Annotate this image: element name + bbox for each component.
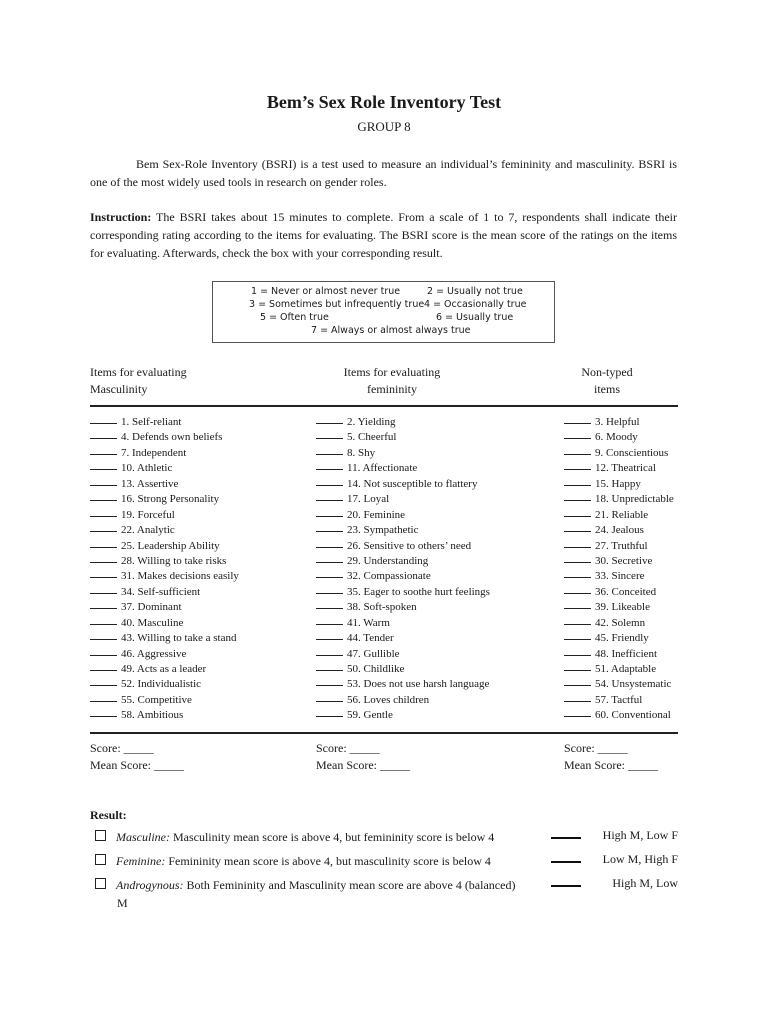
list-item xyxy=(90,444,239,459)
item-label: 11. Affectionate xyxy=(347,462,418,475)
rating-blank[interactable] xyxy=(90,521,117,532)
item-label: 38. Soft-spoken xyxy=(347,601,417,614)
item-label: 49. Acts as a leader xyxy=(121,663,207,675)
nontyped-items-list xyxy=(564,413,674,722)
list-item xyxy=(90,428,239,443)
item-label: 39. Likeable xyxy=(595,601,650,614)
rating-blank[interactable] xyxy=(564,521,591,532)
list-item xyxy=(316,490,490,505)
list-item xyxy=(564,521,674,536)
scale-1: 1 = Never or almost never true xyxy=(251,286,401,297)
scale-2: 2 = Usually not true xyxy=(427,286,523,297)
rating-blank[interactable] xyxy=(564,675,591,686)
rating-blank[interactable] xyxy=(316,459,343,470)
checkbox[interactable] xyxy=(95,830,106,841)
list-item xyxy=(316,645,490,660)
list-item xyxy=(316,506,490,521)
item-label: 13. Assertive xyxy=(121,477,179,490)
list-item xyxy=(564,629,674,644)
rating-blank[interactable] xyxy=(564,413,591,424)
page-title: Bem’s Sex Role Inventory Test xyxy=(266,92,502,112)
item-label: 33. Sincere xyxy=(595,570,645,583)
list-item xyxy=(564,567,674,582)
item-label: 46. Aggressive xyxy=(121,647,187,660)
rating-blank[interactable] xyxy=(564,645,591,656)
rating-blank[interactable] xyxy=(564,428,591,439)
rating-blank[interactable] xyxy=(316,691,343,702)
rating-blank[interactable] xyxy=(316,475,343,486)
masculinity-items-list xyxy=(90,413,239,722)
rating-blank[interactable] xyxy=(90,691,117,702)
checkbox[interactable] xyxy=(95,878,106,889)
rating-blank[interactable] xyxy=(90,567,117,578)
item-label: 1. Self-reliant xyxy=(121,416,182,428)
item-label: 30. Secretive xyxy=(595,554,653,567)
item-label: 19. Forceful xyxy=(121,508,175,521)
item-label: 55. Competitive xyxy=(121,693,192,706)
list-item xyxy=(316,475,490,490)
checkbox[interactable] xyxy=(95,854,106,865)
result-desc: Femininity mean score is above 4, but masculinity score is below 4 xyxy=(165,854,491,868)
item-label: 29. Understanding xyxy=(347,554,429,567)
list-item xyxy=(564,413,674,428)
rating-blank[interactable] xyxy=(316,706,343,717)
item-label: 44. Tender xyxy=(347,632,394,645)
rating-blank[interactable] xyxy=(90,506,117,517)
result-desc: Both Femininity and Masculinity mean score are above 4 (balanced) xyxy=(183,878,516,892)
rating-blank[interactable] xyxy=(316,552,343,563)
rating-blank[interactable] xyxy=(90,629,117,640)
rating-blank[interactable] xyxy=(90,428,117,439)
list-item xyxy=(316,537,490,552)
item-label: 3. Helpful xyxy=(595,416,640,428)
list-item xyxy=(316,552,490,567)
item-label: 25. Leadership Ability xyxy=(121,539,220,552)
intro-paragraph: Bem Sex-Role Inventory (BSRI) is a test used to measure an individual’s femininity and masculinity. BSRI is one of the most widely used tools in research on gender roles. xyxy=(90,157,677,189)
list-item xyxy=(564,428,674,443)
list-item xyxy=(564,583,674,598)
item-label: 2. Yielding xyxy=(347,416,396,428)
rating-blank[interactable] xyxy=(316,645,343,656)
item-label: 60. Conventional xyxy=(595,709,671,722)
rating-blank[interactable] xyxy=(316,598,343,609)
rating-blank[interactable] xyxy=(90,552,117,563)
item-label: 53. Does not use harsh language xyxy=(347,678,490,691)
item-label: 5. Cheerful xyxy=(347,431,397,444)
rating-blank[interactable] xyxy=(564,537,591,548)
result-masculine xyxy=(95,828,555,846)
group-label: GROUP 8 xyxy=(357,119,411,134)
rating-blank[interactable] xyxy=(90,459,117,470)
rating-blank[interactable] xyxy=(316,583,343,594)
rating-blank[interactable] xyxy=(316,675,343,686)
item-label: 48. Inefficient xyxy=(595,647,658,660)
list-item xyxy=(90,521,239,536)
rating-blank[interactable] xyxy=(316,567,343,578)
list-item xyxy=(564,444,674,459)
list-item xyxy=(90,490,239,505)
item-label: 22. Analytic xyxy=(121,524,175,537)
list-item xyxy=(316,428,490,443)
item-label: 7. Independent xyxy=(121,446,187,459)
rating-blank[interactable] xyxy=(90,675,117,686)
list-item xyxy=(564,537,674,552)
rating-scale-box xyxy=(212,281,555,343)
list-item xyxy=(316,598,490,613)
list-item xyxy=(90,413,239,428)
item-label: 4. Defends own beliefs xyxy=(121,431,223,444)
list-item xyxy=(90,459,239,474)
femininity-header: Items for evaluating femininity xyxy=(343,365,441,396)
rating-blank[interactable] xyxy=(564,583,591,594)
item-label: 37. Dominant xyxy=(121,601,182,614)
list-item xyxy=(316,675,490,690)
item-label: 40. Masculine xyxy=(121,616,184,629)
item-label: 27. Truthful xyxy=(595,539,648,552)
item-label: 6. Moody xyxy=(595,431,638,444)
rating-blank[interactable] xyxy=(564,614,591,625)
list-item xyxy=(564,459,674,474)
item-label: 52. Individualistic xyxy=(121,678,202,691)
rating-blank[interactable] xyxy=(90,490,117,501)
rating-blank[interactable] xyxy=(90,645,117,656)
list-item xyxy=(564,706,674,721)
item-label: 9. Conscientious xyxy=(595,446,669,459)
list-item xyxy=(90,675,239,690)
item-label: 28. Willing to take risks xyxy=(121,554,227,567)
scale-5: 5 = Often true xyxy=(260,312,329,323)
item-label: 26. Sensitive to others’ need xyxy=(347,539,472,552)
rating-blank[interactable] xyxy=(316,413,343,424)
item-label: 21. Reliable xyxy=(595,508,649,521)
list-item xyxy=(90,706,239,721)
item-label: 15. Happy xyxy=(595,477,641,490)
rating-blank[interactable] xyxy=(90,614,117,625)
table-top-rule xyxy=(90,405,678,407)
score-field[interactable]: Score: _____ xyxy=(316,741,380,755)
list-item xyxy=(90,537,239,552)
rating-blank[interactable] xyxy=(316,614,343,625)
item-label: 47. Gullible xyxy=(347,647,400,660)
list-item xyxy=(90,506,239,521)
result-desc: Masculinity mean score is above 4, but femininity score is below 4 xyxy=(169,830,495,844)
rating-blank[interactable] xyxy=(316,537,343,548)
list-item xyxy=(90,583,239,598)
result-tag: Low M, High F xyxy=(602,852,678,866)
list-item xyxy=(564,552,674,567)
list-item xyxy=(90,567,239,582)
masculinity-header: Items for evaluating Masculinity xyxy=(90,365,187,396)
list-item xyxy=(90,614,239,629)
item-label: 16. Strong Personality xyxy=(121,493,220,506)
list-item xyxy=(90,645,239,660)
rating-blank[interactable] xyxy=(316,660,343,671)
scale-7: 7 = Always or almost always true xyxy=(311,325,471,336)
score-field[interactable]: Score: _____ xyxy=(564,741,628,755)
item-label: 12. Theatrical xyxy=(595,462,656,475)
rating-blank[interactable] xyxy=(564,598,591,609)
rating-blank[interactable] xyxy=(90,475,117,486)
item-label: 54. Unsystematic xyxy=(595,678,672,691)
result-tag-continuation: M xyxy=(117,896,128,910)
item-label: 34. Self-sufficient xyxy=(121,585,201,598)
list-item xyxy=(564,645,674,660)
femininity-score-block xyxy=(316,740,410,774)
rating-blank[interactable] xyxy=(90,413,117,424)
item-label: 51. Adaptable xyxy=(595,663,657,675)
item-label: 43. Willing to take a stand xyxy=(121,632,237,645)
mean-score-field[interactable]: Mean Score: _____ xyxy=(90,758,184,772)
instruction-paragraph xyxy=(90,208,677,262)
item-label: 32. Compassionate xyxy=(347,570,431,583)
result-dash xyxy=(551,861,581,863)
scale-6: 6 = Usually true xyxy=(436,312,514,323)
list-item xyxy=(316,691,490,706)
result-type: Masculine: xyxy=(116,830,170,844)
rating-blank[interactable] xyxy=(90,660,117,671)
list-item xyxy=(316,444,490,459)
item-label: 41. Warm xyxy=(347,616,390,629)
result-dash xyxy=(551,885,581,887)
rating-blank[interactable] xyxy=(316,521,343,532)
rating-blank[interactable] xyxy=(564,552,591,563)
item-label: 36. Conceited xyxy=(595,585,657,598)
item-label: 35. Eager to soothe hurt feelings xyxy=(347,585,490,598)
rating-blank[interactable] xyxy=(316,444,343,455)
rating-blank[interactable] xyxy=(90,706,117,717)
instruction-label: Instruction: xyxy=(90,210,152,224)
list-item xyxy=(564,475,674,490)
list-item xyxy=(564,660,674,675)
item-label: 31. Makes decisions easily xyxy=(121,570,239,583)
list-item xyxy=(316,413,490,428)
femininity-items-list xyxy=(316,413,490,722)
item-label: 23. Sympathetic xyxy=(347,524,419,537)
item-label: 57. Tactful xyxy=(595,693,643,706)
list-item xyxy=(90,475,239,490)
instruction-text: The BSRI takes about 15 minutes to complete. From a scale of 1 to 7, respondents shall indicate their corresponding rating according to the items for evaluating. The BSRI score is the mean score of the ratings on the items for evaluating. Afterwards, check the box with your corresponding result. xyxy=(90,210,677,260)
item-label: 50. Childlike xyxy=(347,663,405,675)
rating-blank[interactable] xyxy=(90,537,117,548)
rating-blank[interactable] xyxy=(564,629,591,640)
nontyped-header: Non-typed items xyxy=(581,365,633,396)
rating-blank[interactable] xyxy=(564,660,591,671)
result-heading: Result: xyxy=(90,808,127,822)
result-type: Feminine: xyxy=(116,854,166,868)
list-item xyxy=(564,598,674,613)
list-item xyxy=(564,675,674,690)
scale-4: 4 = Occasionally true xyxy=(424,299,527,310)
list-item xyxy=(564,490,674,505)
result-tag: High M, Low xyxy=(612,876,678,890)
rating-blank[interactable] xyxy=(564,506,591,517)
rating-blank[interactable] xyxy=(564,459,591,470)
item-label: 58. Ambitious xyxy=(121,709,184,722)
item-label: 8. Shy xyxy=(347,446,376,459)
result-androgynous xyxy=(95,876,555,894)
item-label: 42. Solemn xyxy=(595,616,646,629)
mean-score-field[interactable]: Mean Score: _____ xyxy=(316,758,410,772)
list-item xyxy=(316,660,490,675)
rating-blank[interactable] xyxy=(316,428,343,439)
item-label: 24. Jealous xyxy=(595,524,644,537)
rating-blank[interactable] xyxy=(564,706,591,717)
rating-blank[interactable] xyxy=(564,567,591,578)
item-label: 17. Loyal xyxy=(347,493,390,506)
list-item xyxy=(90,660,239,675)
list-item xyxy=(316,459,490,474)
result-dash xyxy=(551,837,581,839)
list-item xyxy=(316,567,490,582)
rating-blank[interactable] xyxy=(564,444,591,455)
item-label: 45. Friendly xyxy=(595,632,649,645)
masculinity-score-block xyxy=(90,740,184,774)
item-label: 59. Gentle xyxy=(347,709,393,722)
result-type: Androgynous: xyxy=(116,878,184,892)
list-item xyxy=(316,583,490,598)
result-feminine xyxy=(95,852,555,870)
list-item xyxy=(564,614,674,629)
nontyped-score-block xyxy=(564,740,658,774)
rating-blank[interactable] xyxy=(316,629,343,640)
list-item xyxy=(564,506,674,521)
result-tag: High M, Low F xyxy=(602,828,678,842)
table-bottom-rule xyxy=(90,732,678,734)
rating-blank[interactable] xyxy=(316,506,343,517)
list-item xyxy=(316,614,490,629)
list-item xyxy=(564,691,674,706)
item-label: 14. Not susceptible to flattery xyxy=(347,477,478,490)
item-label: 20. Feminine xyxy=(347,508,406,521)
list-item xyxy=(90,629,239,644)
list-item xyxy=(316,521,490,536)
rating-blank[interactable] xyxy=(90,598,117,609)
rating-blank[interactable] xyxy=(564,475,591,486)
list-item xyxy=(90,552,239,567)
rating-blank[interactable] xyxy=(316,490,343,501)
score-field[interactable]: Score: _____ xyxy=(90,741,154,755)
list-item xyxy=(90,691,239,706)
scale-3: 3 = Sometimes but infrequently true xyxy=(249,299,425,310)
item-label: 18. Unpredictable xyxy=(595,493,674,506)
list-item xyxy=(90,598,239,613)
rating-blank[interactable] xyxy=(90,444,117,455)
mean-score-field[interactable]: Mean Score: _____ xyxy=(564,758,658,772)
rating-blank[interactable] xyxy=(90,583,117,594)
list-item xyxy=(316,629,490,644)
rating-blank[interactable] xyxy=(564,490,591,501)
rating-blank[interactable] xyxy=(564,691,591,702)
item-label: 10. Athletic xyxy=(121,462,173,475)
item-label: 56. Loves children xyxy=(347,693,430,706)
list-item xyxy=(316,706,490,721)
